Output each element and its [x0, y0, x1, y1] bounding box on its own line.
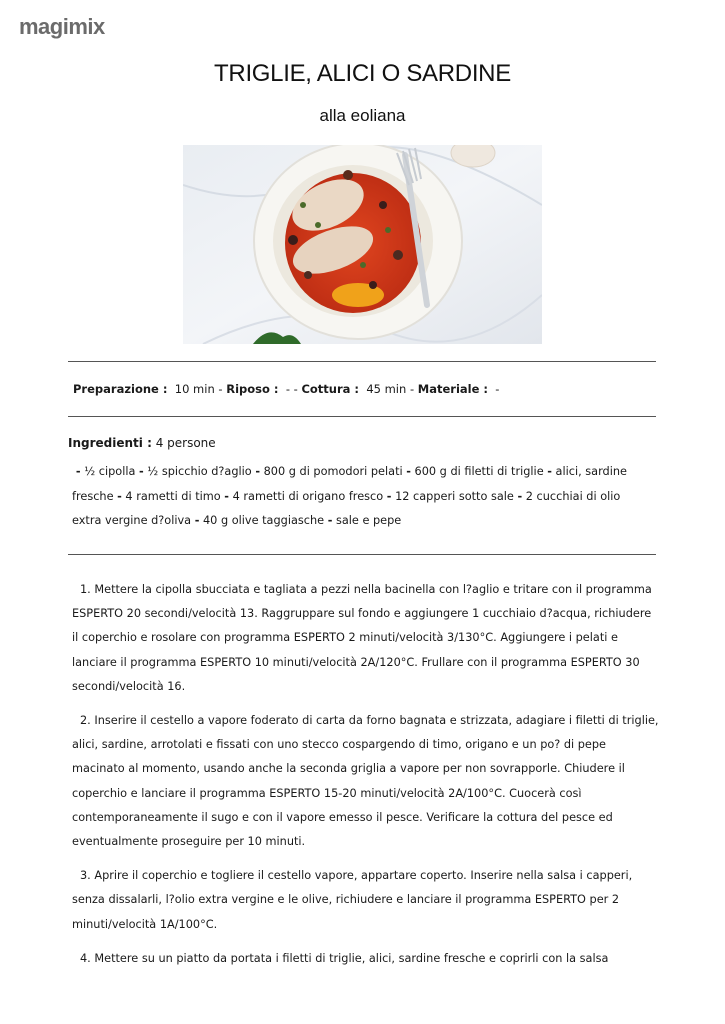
ingredient-item: 800 g di pomodori pelati — [263, 465, 403, 478]
step-number: 1. — [80, 583, 91, 596]
step-number: 4. — [80, 951, 91, 965]
cook-label: Cottura : — [301, 382, 359, 396]
ingredient-item: 4 rametti di timo — [125, 489, 221, 503]
recipe-photo — [183, 145, 542, 344]
ingredient-item: 4 rametti di origano fresco — [232, 489, 384, 503]
recipe-subtitle: alla eoliana — [319, 106, 406, 125]
rest-label: Riposo : — [226, 382, 279, 396]
material-value: - — [495, 382, 500, 396]
step-text: Mettere su un piatto da portata i filetti di triglie, alici, sardine fresche e coprirli con la salsa — [94, 951, 609, 965]
ingredient-item: 12 capperi sotto sale — [395, 489, 514, 503]
step-item — [72, 947, 660, 971]
preparation-steps — [72, 578, 660, 981]
step-item — [72, 578, 660, 699]
divider-middle — [68, 416, 656, 417]
step-text: Mettere la cipolla sbucciata e tagliata a pezzi nella bacinella con l?aglio e tritare con il programma ESPERTO 20 secondi/velocità 13. Raggruppare sul fondo e aggiungere 1 cucchiaio d?acqua, richiudere il coperchio e rosolare con programma ESPERTO 2 minuti/velocità 3/130°C. Aggiungere i pelati e lanciare il programma ESPERTO 10 minuti/velocità 2A/120°C. Frullare con il programma ESPERTO 30 secondi/velocità 16. — [72, 583, 652, 693]
ingredient-item: 40 g olive taggiasche — [202, 514, 325, 527]
dish-illustration — [183, 145, 542, 344]
ingredients-label: Ingredienti : — [68, 436, 152, 450]
ingredient-item: ½ cipolla — [84, 465, 136, 478]
rest-value: - - — [285, 382, 298, 396]
divider-bottom — [68, 554, 656, 555]
material-label: Materiale : — [417, 382, 488, 396]
brand-logo: magimix — [19, 14, 105, 39]
recipe-meta: Preparazione : 10 min - Riposo : - - Cottura : 45 min - Materiale : - — [73, 382, 500, 396]
step-item — [72, 709, 660, 854]
ingredient-item: 600 g di filetti di triglie — [414, 465, 544, 478]
step-text: Inserire il cestello a vapore foderato di carta da forno bagnata e strizzata, adagiare i filetti di triglie, alici, sardine, arrotolati e fissati con uno stecco cospargendo di timo, origano e un po? di pepe macinato al momento, usando anche la seconda griglia a vapore per non sovrapporle. Chiudere il coperchio e lanciare il programma ESPERTO 15-20 minuti/velocità 2A/100°C. Cuocerà così contemporaneamente il sugo e con il vapore emesso il pesce. Verificare la cottura del pesce ed eventualmente proseguire per 10 minuti. — [72, 714, 659, 849]
prep-value: 10 min — [174, 382, 215, 396]
step-number: 2. — [80, 714, 91, 728]
prep-label: Preparazione : — [73, 382, 168, 396]
ingredient-item: 2 cucchiai di olio extra vergine d?oliva — [72, 489, 621, 527]
recipe-title: TRIGLIE, ALICI O SARDINE — [214, 60, 511, 87]
divider-top — [68, 361, 656, 362]
cook-value: 45 min — [366, 382, 407, 396]
step-number: 3. — [80, 869, 91, 883]
servings-value: 4 persone — [155, 436, 216, 450]
ingredient-item: alici, sardine fresche — [72, 465, 627, 503]
step-item — [72, 864, 660, 937]
step-text: Aprire il coperchio e togliere il cestello vapore, appartare coperto. Inserire nella salsa i capperi, senza dissalarli, l?olio extra vergine e le olive, richiudere e lanciare il programma ESPERTO per 2 minuti/velocità 1A/100°C. — [72, 869, 633, 931]
ingredient-item: sale e pepe — [335, 514, 402, 527]
ingredient-item: ½ spicchio d?aglio — [147, 465, 252, 478]
ingredients-list: - ½ cipolla - ½ spicchio d?aglio - 800 g di pomodori pelati - 600 g di filetti di triglie - alici, sardine fresche - 4 rametti di timo - 4 rametti di origano fresco - 12 capperi sotto sale - 2 cucchiai di olio extra vergine d?oliva - 40 g olive taggiasche - sale e pepe — [72, 465, 627, 527]
ingredients-header — [68, 436, 216, 450]
